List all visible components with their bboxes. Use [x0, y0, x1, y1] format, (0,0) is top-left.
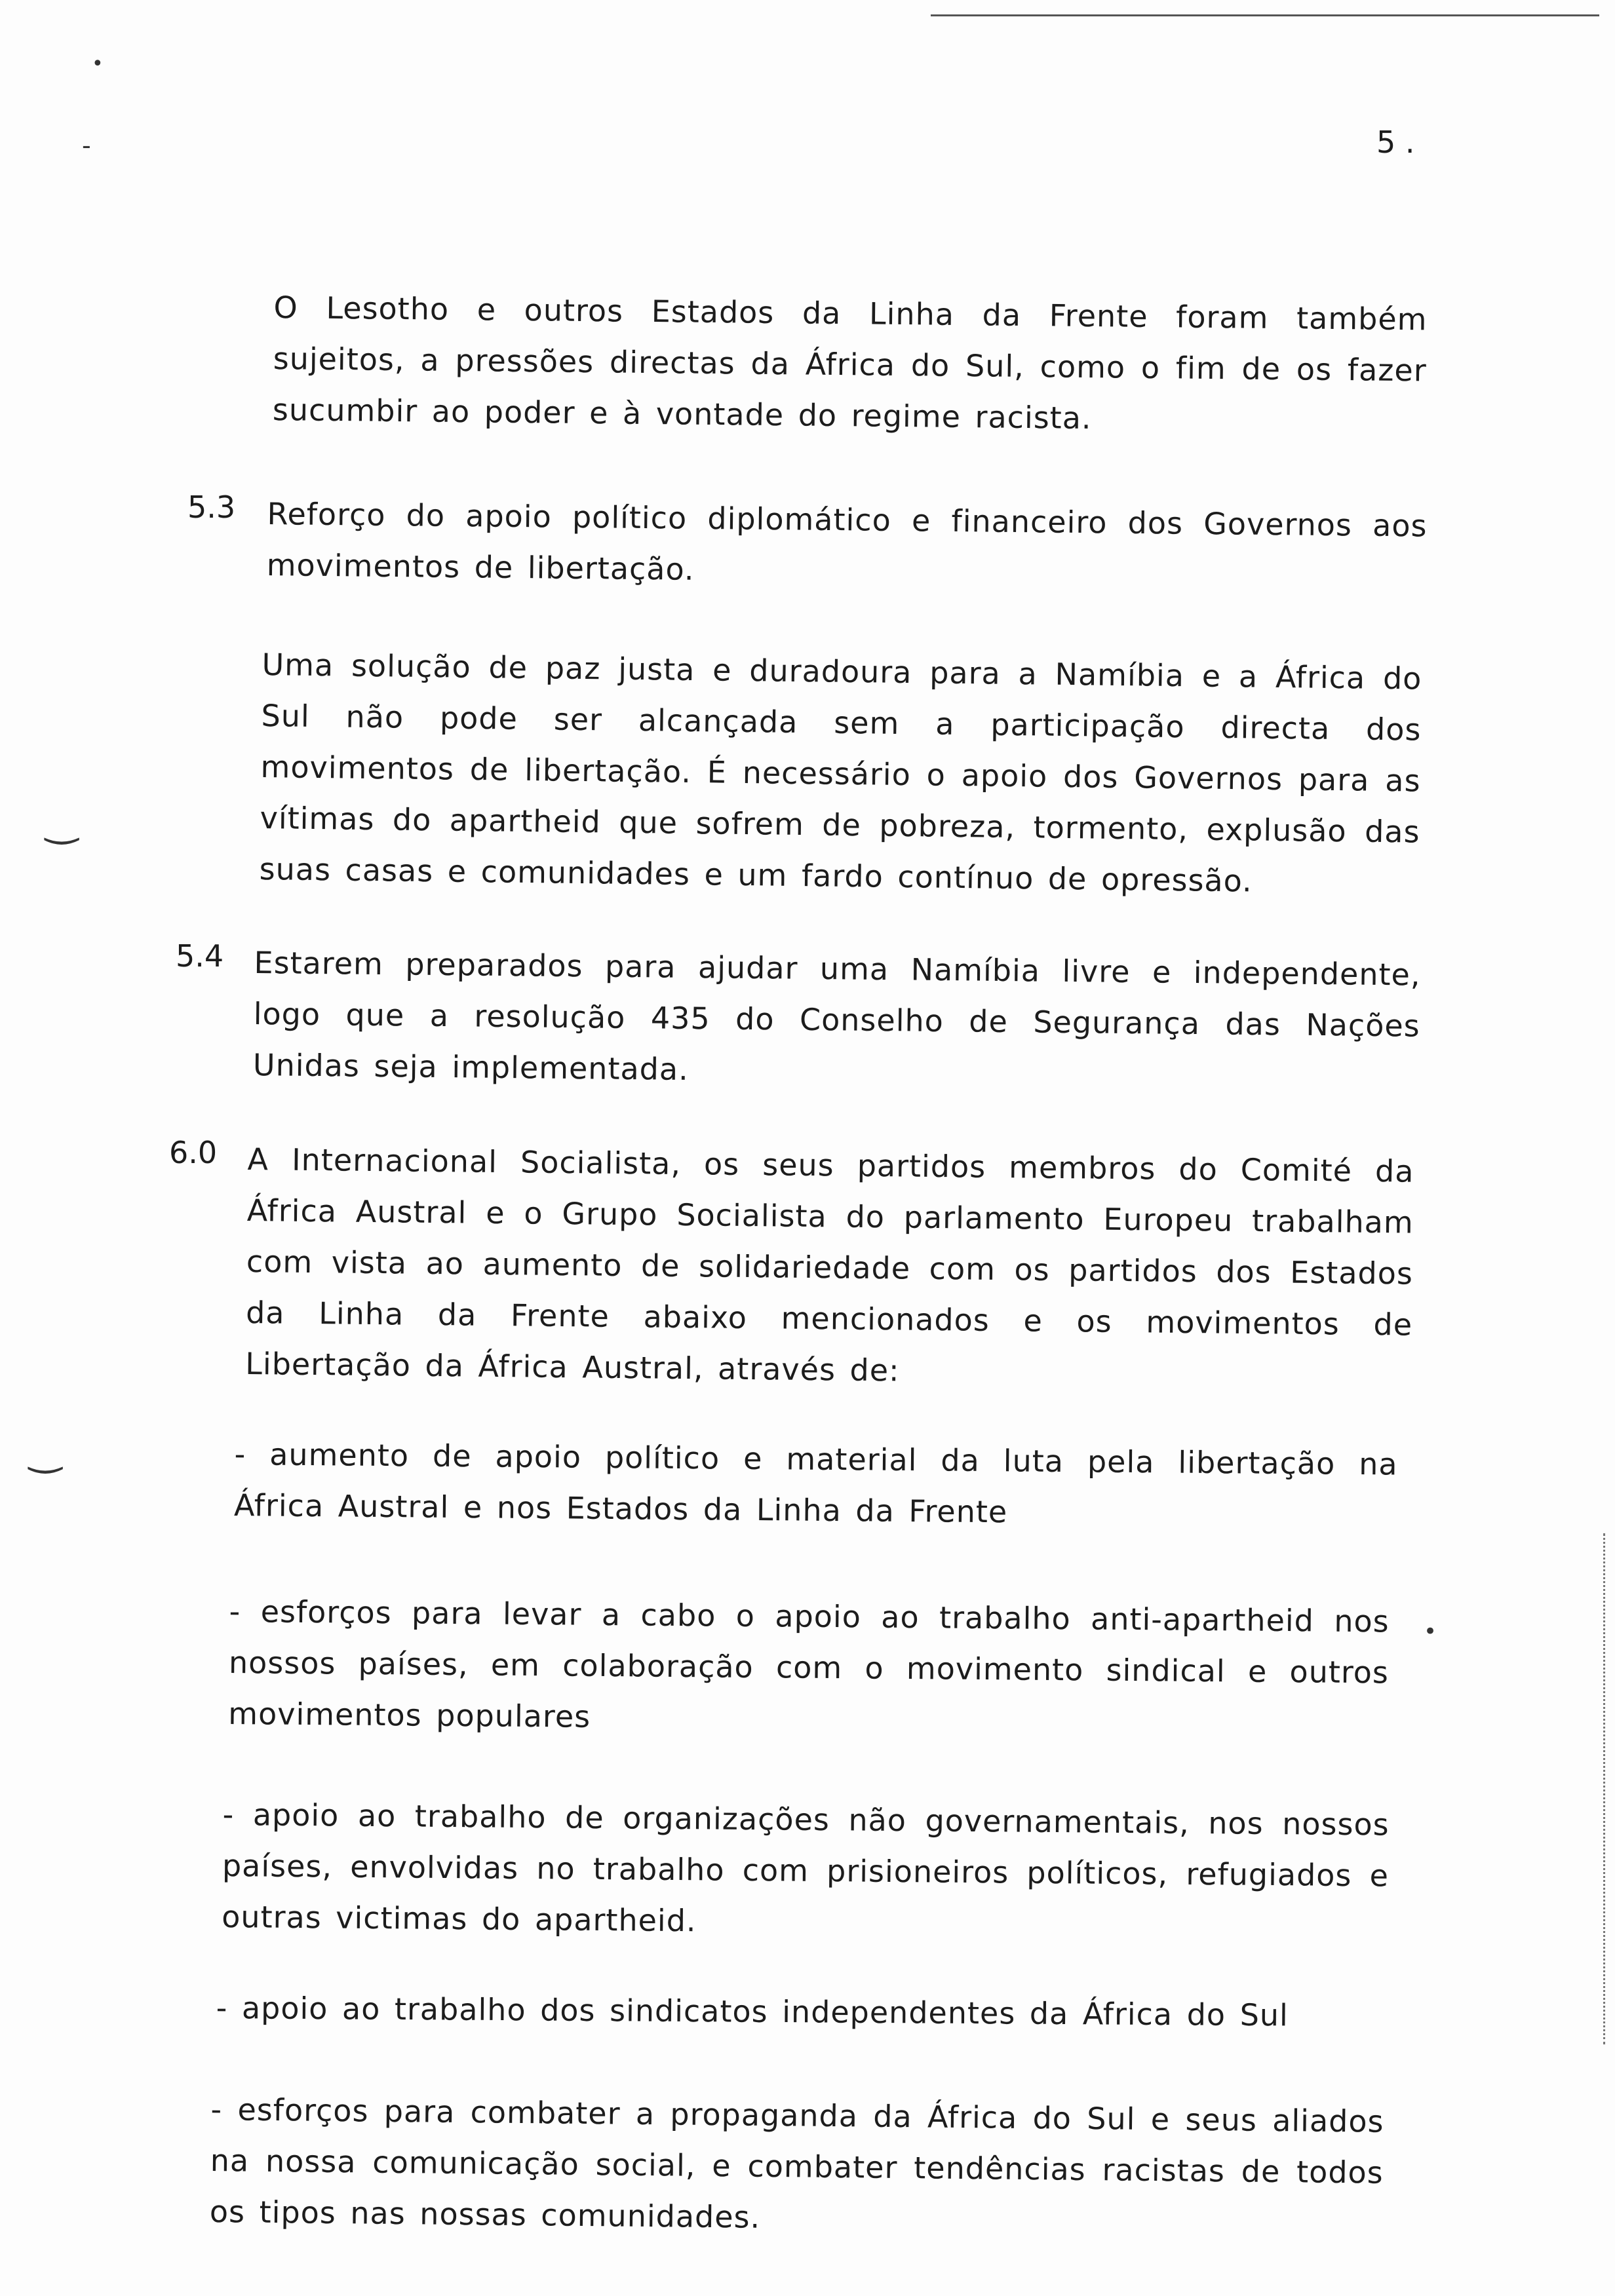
- paragraph-lesotho: O Lesotho e outros Estados da Linha da Frente foram também sujeitos, a pressões directas da África do Sul, como o fim de os fazer sucumbir ao poder e à vontade do regime racista.: [272, 289, 1428, 436]
- paragraph-namibia: Uma solução de paz justa e duradoura para a Namíbia e a África do Sul não pode ser alcançada sem a participação directa dos movimentos de libertação. É necessário o apoio dos Governos para as vítimas do apartheid que sofrem de pobreza, tormento, explusão das suas casas e comunidades e um fardo contínuo de opressão.: [259, 646, 1422, 899]
- scan-mark: •: [1424, 1618, 1437, 1645]
- section-5-3-heading: Reforço do apoio político diplomático e financeiro dos Governos aos movimentos de libertação.: [266, 495, 1428, 587]
- scan-mark: •: [92, 52, 104, 75]
- section-number-5-3: 5.3: [187, 489, 236, 525]
- bullet-item: - esforços para levar a cabo o apoio ao trabalho anti-apartheid nos nossos países, em colaboração com o movimento sindical e outros movimentos populares: [228, 1593, 1390, 1734]
- bullet-item: - apoio ao trabalho dos sindicatos independentes da África do Sul: [216, 1989, 1289, 2033]
- top-rule: [931, 14, 1599, 16]
- page-number: 5 .: [1376, 124, 1415, 160]
- section-6-0-text: A Internacional Socialista, os seus partidos membros do Comité da África Austral e o Grupo Socialista do parlamento Europeu trabalham com vista ao aumento de solidariedade com os partidos dos Estados da Linha da Frente abaixo mencionados e os movimentos de Libertação da África Austral, através de:: [245, 1141, 1414, 1388]
- scan-mark: ‿: [46, 799, 78, 845]
- section-5-4-text: Estarem preparados para ajudar uma Namíbia livre e independente, logo que a resolução 435 do Conselho de Segurança das Nações Unidas seja implementada.: [252, 944, 1421, 1087]
- section-number-5-4: 5.4: [176, 938, 224, 974]
- bullet-item: - apoio ao trabalho de organizações não governamentais, nos nossos países, envolvidas no trabalho com prisioneiros políticos, refugiados e outras victimas do apartheid.: [222, 1796, 1390, 1939]
- section-number-6-0: 6.0: [169, 1135, 218, 1170]
- scan-mark: -: [82, 131, 91, 160]
- bullet-item: - esforços para combater a propaganda da África do Sul e seus aliados na nossa comunicação social, e combater tendências racistas de todos os tipos nas nossas comunidades.: [209, 2091, 1384, 2235]
- scan-edge: [1603, 1533, 1605, 2044]
- scan-mark: ‿: [29, 1428, 62, 1474]
- bullet-item: - aumento de apoio político e material da luta pela libertação na África Austral e nos Estados da Linha da Frente: [233, 1436, 1398, 1530]
